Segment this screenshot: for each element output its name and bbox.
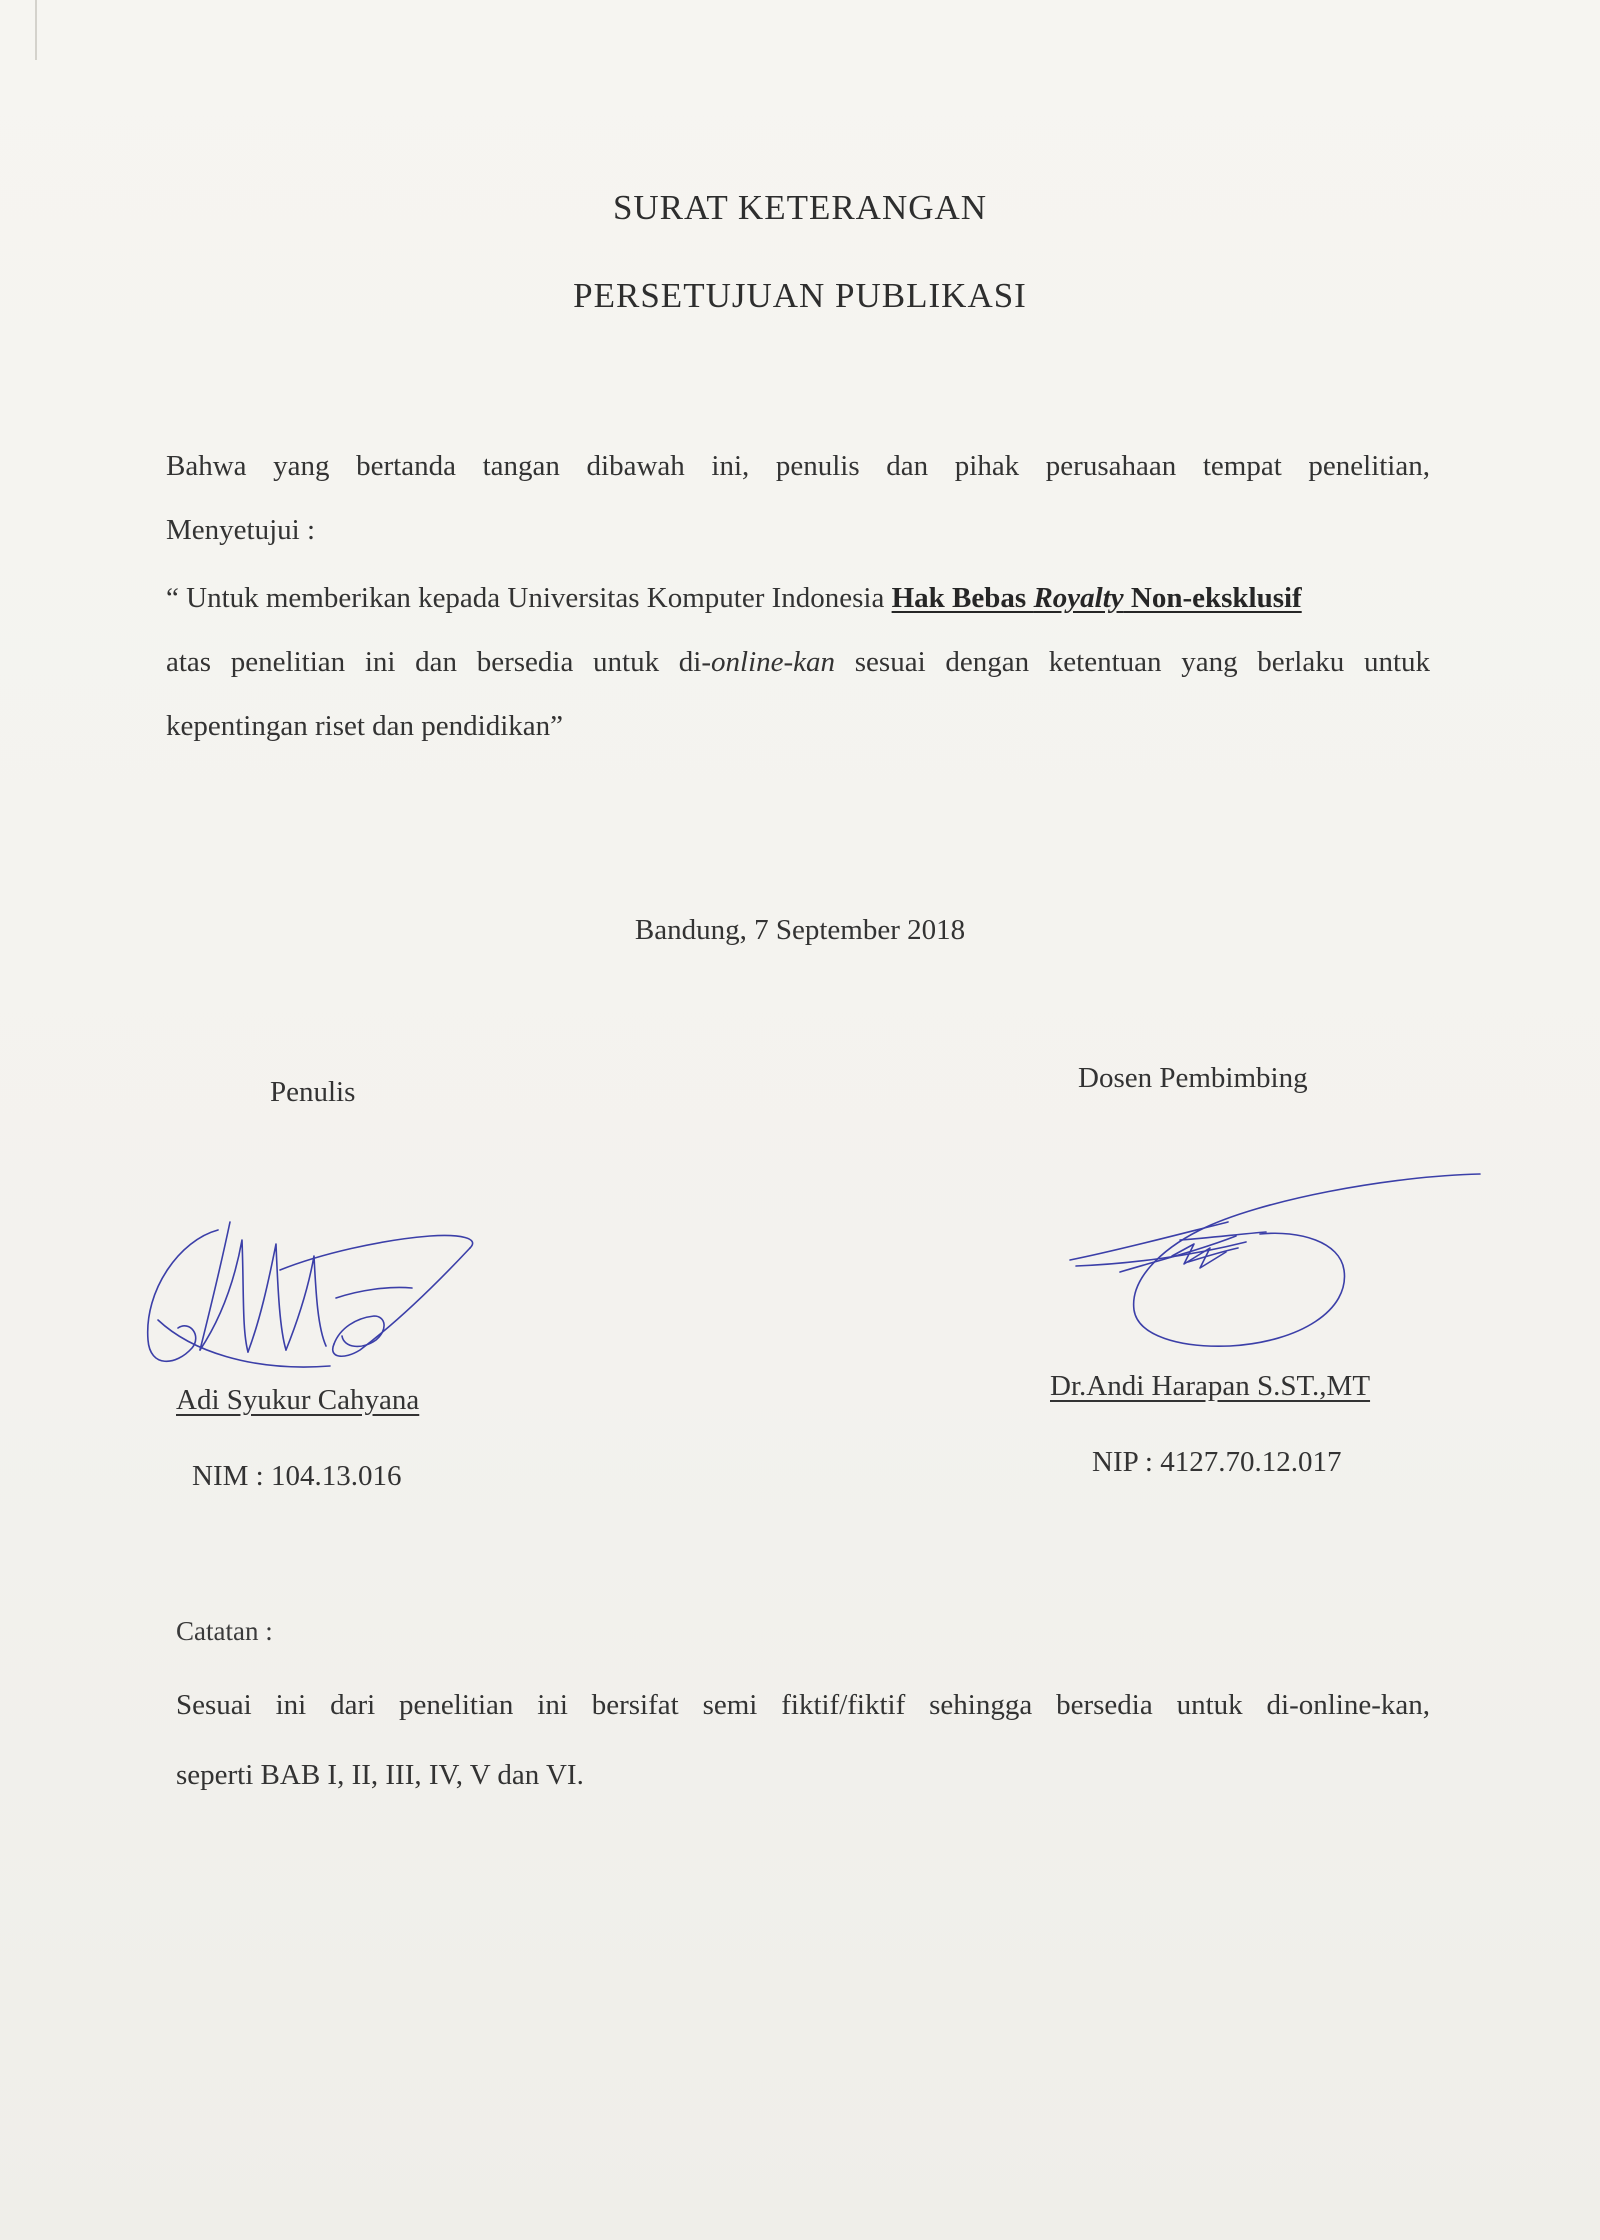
place-date: Bandung, 7 September 2018 <box>634 914 966 946</box>
quote-paragraph <box>166 566 1430 758</box>
document-title: SURAT KETERANGAN <box>612 188 988 227</box>
nip-number: NIP : 4127.70.12.017 <box>1092 1446 1342 1478</box>
quote-line-2-before: atas penelitian ini dan bersedia untuk di- <box>166 646 712 678</box>
pembimbing-signature <box>1060 1160 1490 1360</box>
non-eksklusif-text: Non-eksklusif <box>1123 582 1302 614</box>
quote-open-text: “ Untuk memberikan kepada Universitas Komputer Indonesia <box>166 582 892 614</box>
intro-paragraph <box>166 434 1430 562</box>
left-signatory-name: Adi Syukur Cahyana <box>176 1384 420 1416</box>
quote-line-2-after: sesuai dengan ketentuan yang berlaku untuk <box>835 646 1430 678</box>
nim-number: NIM : 104.13.016 <box>192 1460 402 1492</box>
intro-line-2: Menyetujui : <box>166 514 316 546</box>
document-subtitle: PERSETUJUAN PUBLIKASI <box>573 276 1027 315</box>
quote-line-1 <box>166 566 1430 630</box>
note-paragraph <box>176 1670 1430 1810</box>
royalty-text: Royalty <box>1033 582 1124 614</box>
hak-bebas-text: Hak Bebas <box>891 582 1034 614</box>
left-signatory-role: Penulis <box>270 1076 356 1108</box>
intro-line-1: Bahwa yang bertanda tangan dibawah ini, penulis dan pihak perusahaan tempat penelitian, <box>166 450 1430 482</box>
note-label: Catatan : <box>176 1616 273 1646</box>
right-signatory-name: Dr.Andi Harapan S.ST.,MT <box>1050 1370 1371 1402</box>
quote-line-2 <box>166 630 1430 694</box>
online-kan-text: online-kan <box>711 646 836 678</box>
penulis-signature <box>130 1200 510 1390</box>
quote-line-3: kepentingan riset dan pendidikan” <box>166 710 564 742</box>
note-line-2: seperti BAB I, II, III, IV, V dan VI. <box>176 1759 584 1791</box>
scan-edge-mark <box>34 0 38 60</box>
note-line-1: Sesuai ini dari penelitian ini bersifat semi fiktif/fiktif sehingga bersedia untuk di-online-kan, <box>176 1689 1430 1721</box>
right-signatory-role: Dosen Pembimbing <box>1078 1062 1308 1094</box>
